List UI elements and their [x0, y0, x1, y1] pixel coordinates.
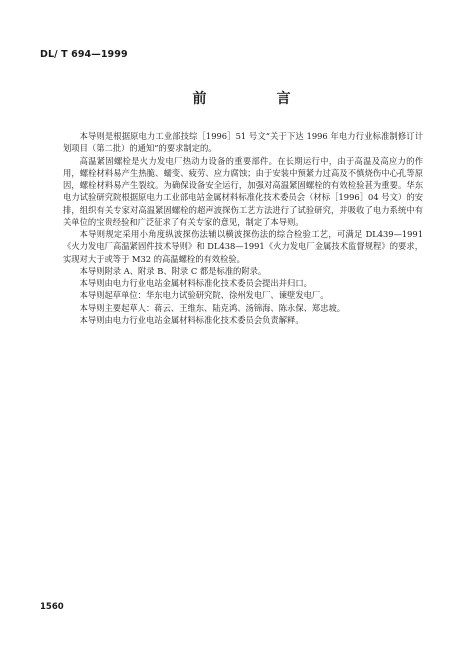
page-title: 前 言 — [192, 91, 319, 107]
paragraph-drafting-units: 本导则起草单位：华东电力试验研究院、徐州发电厂、谏壁发电厂。 — [79, 290, 329, 301]
paragraph-drafters: 本导则主要起草人：蒋云、王维东、陆克鸿、汤锦海、陈永保、郑忠坡。 — [79, 302, 346, 313]
foreword-body — [63, 130, 423, 326]
paragraph-background: 高温紧固螺栓是火力发电厂热动力设备的重要部件。在长期运行中，由于高温及高应力的作用，螺栓材料易产生热脆、蠕变、疲劳、应力腐蚀；由于安装中预紧力过高及不慎烧伤中心孔等原因，螺栓材料易产生裂纹。为确保设备安全运行，加强对高温紧固螺栓的有效检验甚为重要。华东电力试验研究院根据原电力工业部电站金属材料标准化技术委员会（材标［1996］04 号文）的安排，组织有关专家对高温紧固螺栓的超声波探伤工艺方法进行了试验研究，并吸收了电力系统中有关单位的宝贵经验和广泛征求了有关专家的意见，制定了本导则。 — [63, 155, 423, 227]
standard-code: DL/ T 694—1999 — [40, 49, 128, 60]
paragraph-basis: 本导则是根据原电力工业部技综［1996］51 号文“关于下达 1996 年电力行业标准制修订计划项目（第二批）的通知”的要求制定的。 — [63, 131, 423, 154]
paragraph-method: 本导则规定采用小角度纵波探伤法辅以横波探伤法的综合检验工艺，可满足 DL439—1991《火力发电厂高温紧固件技术导则》和 DL438—1991《火力发电厂金属技术监督规程》的要求，实现对大于或等于 M32 的高温螺栓的有效检验。 — [63, 229, 423, 264]
paragraph-proposer: 本导则由电力行业电站金属材料标准化技术委员会提出并归口。 — [79, 278, 312, 288]
paragraph-interpretation: 本导则由电力行业电站金属材料标准化技术委员会负责解释。 — [79, 314, 304, 325]
page-number: 1560 — [40, 602, 64, 612]
paragraph-appendices: 本导则附录 A、附录 B、附录 C 都是标准的附录。 — [79, 265, 267, 276]
